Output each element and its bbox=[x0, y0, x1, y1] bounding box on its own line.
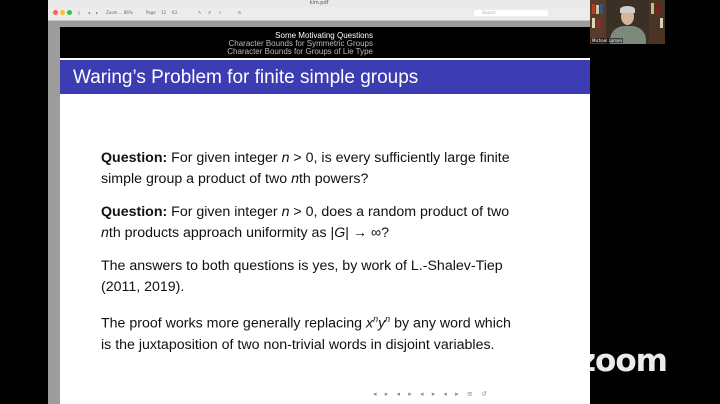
forward-icon[interactable]: ▸ bbox=[96, 10, 99, 15]
answer-line2: (2011, 2019). bbox=[101, 279, 185, 295]
q1-text-b: , is every sufficiently large finite bbox=[313, 150, 510, 166]
proof-var-y: y bbox=[378, 315, 386, 332]
viewer-toolbar bbox=[48, 7, 590, 21]
window-filename: kim.pdf bbox=[309, 0, 329, 6]
minimize-window-icon[interactable] bbox=[60, 10, 65, 15]
book bbox=[656, 4, 659, 14]
q1-line2: simple group a product of two bbox=[101, 171, 292, 187]
q2-gt0: > 0 bbox=[289, 204, 314, 220]
q1-line2b: th powers? bbox=[298, 171, 369, 187]
question-2 bbox=[101, 202, 561, 244]
q2-text-a: For given integer bbox=[167, 204, 282, 220]
section-link-1[interactable]: Some Motivating Questions bbox=[275, 31, 373, 40]
maximize-window-icon[interactable] bbox=[67, 10, 72, 15]
book bbox=[660, 18, 663, 28]
search-input[interactable]: Search bbox=[474, 10, 548, 16]
book bbox=[597, 19, 601, 28]
page-label: Page bbox=[146, 10, 156, 15]
participant-name: Michael Larsen bbox=[592, 38, 622, 43]
q1-text-a: For given integer bbox=[167, 150, 282, 166]
question-2-label: Question: bbox=[101, 204, 168, 220]
sidebar-toggle-icon[interactable]: ▯ bbox=[78, 10, 81, 15]
close-window-icon[interactable] bbox=[53, 10, 58, 15]
q1-var-n: n bbox=[281, 150, 290, 166]
zoom-level[interactable]: Zoom ... 86% bbox=[106, 10, 133, 15]
q2-var-n2: n bbox=[101, 225, 109, 241]
q2-var-g: G bbox=[334, 225, 346, 241]
share-icon[interactable]: ⇪ bbox=[218, 10, 222, 15]
window-titlebar bbox=[48, 0, 590, 7]
question-1 bbox=[101, 148, 561, 190]
pdf-viewer-window bbox=[48, 0, 590, 404]
speaker-hair bbox=[620, 6, 635, 13]
q2-line2: th products approach uniformity as | bbox=[108, 225, 335, 241]
q2-line2b: | → ∞? bbox=[345, 225, 389, 241]
book bbox=[596, 5, 599, 14]
zoom-watermark-logo: zoom bbox=[578, 343, 667, 379]
frame-title: Waring’s Problem for finite simple groups bbox=[73, 67, 419, 88]
q1-var-n2: n bbox=[291, 171, 299, 187]
proof-paragraph bbox=[101, 309, 561, 356]
q2-text-b: , does a random product of two bbox=[313, 204, 510, 220]
proof-line1b: by any word which bbox=[390, 315, 511, 332]
highlight-icon[interactable]: ✎ bbox=[198, 10, 202, 15]
webcam-thumbnail[interactable] bbox=[590, 0, 665, 44]
book bbox=[592, 4, 595, 14]
page-total: 63 bbox=[172, 10, 178, 15]
rotate-icon[interactable]: ↻ bbox=[238, 10, 242, 15]
proof-line2: is the juxtaposition of two non-trivial words in disjoint variables. bbox=[101, 336, 495, 353]
proof-var-x: x bbox=[365, 315, 374, 332]
page-number-field[interactable]: 12 bbox=[161, 10, 167, 15]
answer-line1: The answers to both questions is yes, by work of L.-Shalev-Tiep bbox=[101, 258, 503, 274]
slide-section-nav bbox=[60, 27, 590, 58]
beamer-navigation-symbols[interactable]: ◂ ▸ ◂ ▸ ◂ ▸ ◂ ▸ ≡ ↺ bbox=[373, 390, 490, 398]
question-1-label: Question: bbox=[101, 150, 168, 166]
frame-title-bar bbox=[60, 60, 590, 94]
back-icon[interactable]: ◂ bbox=[88, 10, 91, 15]
section-link-2[interactable]: Character Bounds for Symmetric Groups bbox=[228, 39, 373, 48]
q1-gt0: > 0 bbox=[289, 150, 314, 166]
q2-var-n: n bbox=[281, 204, 290, 220]
proof-sup1: n bbox=[373, 314, 379, 324]
book bbox=[651, 3, 654, 14]
proof-sup2: n bbox=[385, 314, 391, 324]
section-link-3[interactable]: Character Bounds for Groups of Lie Type bbox=[227, 47, 373, 56]
slide-page bbox=[60, 27, 590, 404]
proof-line1a: The proof works more generally replacing bbox=[101, 315, 366, 332]
answer-paragraph bbox=[101, 256, 561, 298]
annotate-icon[interactable]: ✐ bbox=[208, 10, 212, 15]
book bbox=[592, 18, 595, 28]
book bbox=[600, 4, 603, 14]
